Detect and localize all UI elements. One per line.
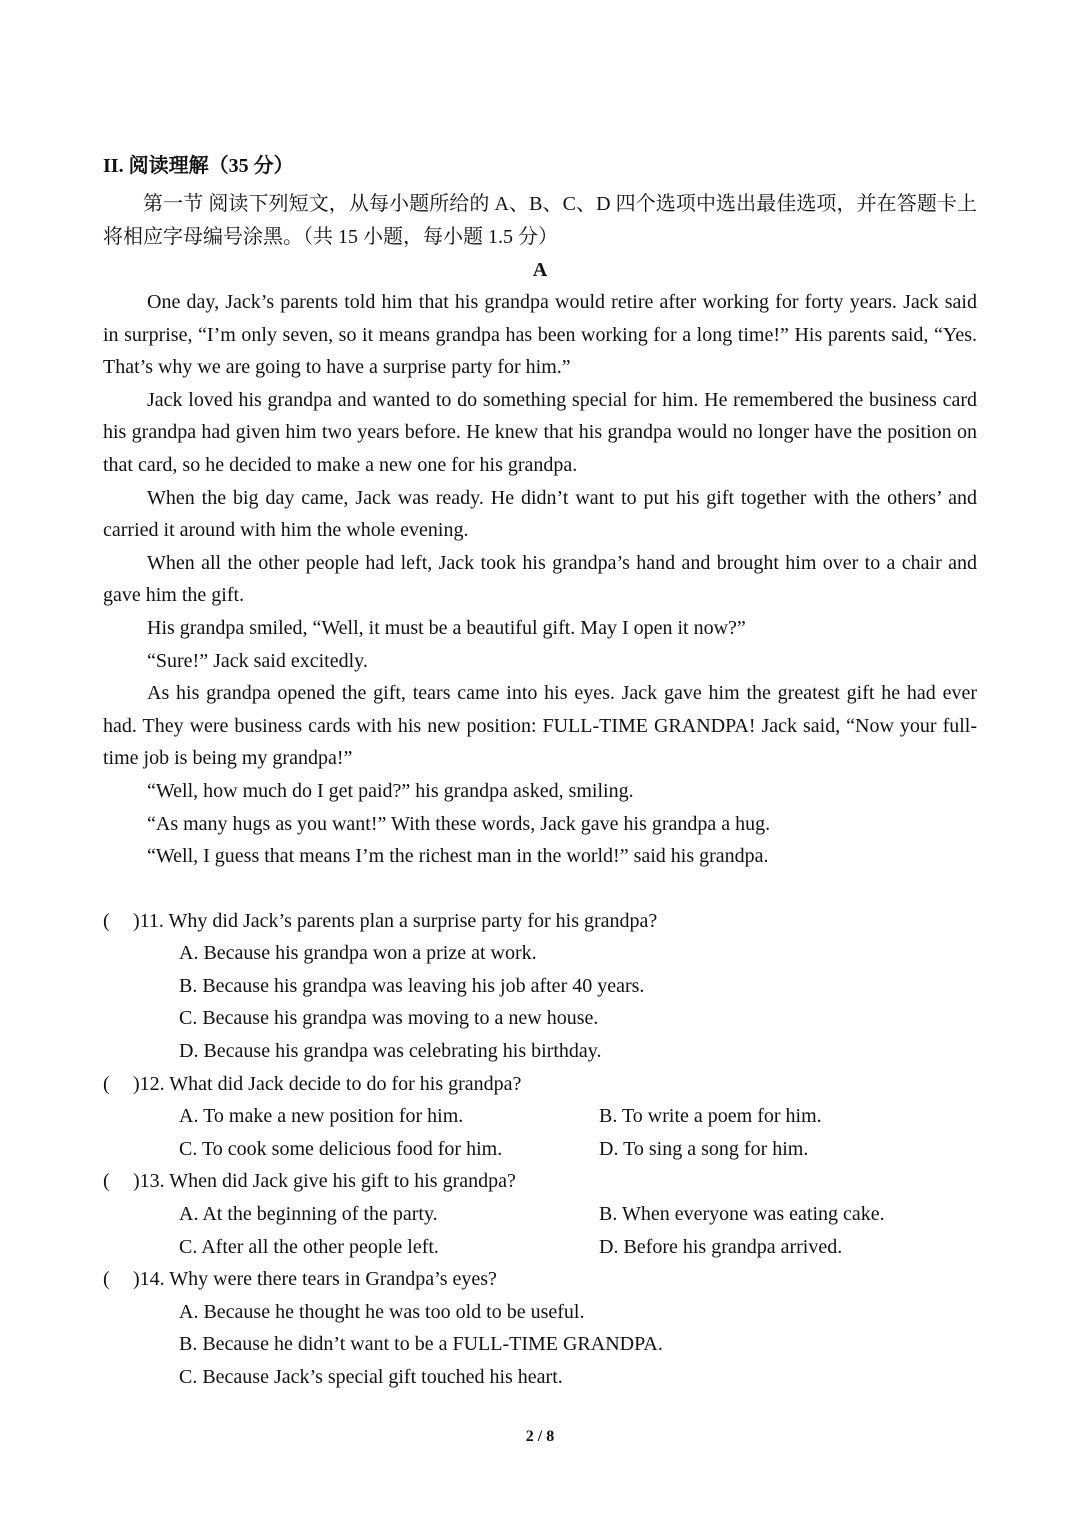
question-stem: [103, 905, 977, 938]
passage-paragraph: “Well, how much do I get paid?” his grandpa asked, smiling.: [147, 779, 634, 802]
option-a: A. Because his grandpa won a prize at work.: [179, 942, 537, 965]
passage-paragraph: “As many hugs as you want!” With these words, Jack gave his grandpa a hug.: [147, 812, 771, 835]
passage-heading: A: [532, 259, 548, 281]
option-d: D. To sing a song for him.: [599, 1137, 809, 1160]
question-text: )14. Why were there tears in Grandpa’s eyes?: [133, 1268, 497, 1291]
option-row: [103, 1231, 977, 1264]
question-stem: [103, 1068, 977, 1101]
exam-page: [103, 150, 977, 1394]
passage-body: [103, 286, 977, 873]
answer-blank[interactable]: (: [103, 1170, 110, 1193]
passage-paragraph: When all the other people had left, Jack took his grandpa’s hand and brought him over to a chair and gave him the gift.: [103, 551, 977, 607]
question-text: )12. What did Jack decide to do for his grandpa?: [133, 1072, 522, 1095]
answer-blank[interactable]: (: [103, 909, 110, 932]
option-b: B. To write a poem for him.: [599, 1105, 822, 1128]
option-a: A. To make a new position for him.: [179, 1105, 464, 1128]
option-c: C. To cook some delicious food for him.: [179, 1137, 503, 1160]
answer-blank[interactable]: (: [103, 1268, 110, 1291]
question-stem: [103, 1165, 977, 1198]
page-number: 2 / 8: [525, 1428, 555, 1445]
question-11: [103, 905, 977, 1068]
option-row: [103, 1133, 977, 1166]
option-c: C. Because Jack’s special gift touched his heart.: [179, 1366, 563, 1388]
option-d: D. Because his grandpa was celebrating his birthday.: [179, 1040, 602, 1063]
passage-paragraph: When the big day came, Jack was ready. He didn’t want to put his gift together with the others’ and carried it around with him the whole evening.: [103, 486, 977, 542]
option-b: B. When everyone was eating cake.: [599, 1203, 885, 1226]
question-text: )13. When did Jack give his gift to his grandpa?: [133, 1170, 516, 1193]
option-c: C. After all the other people left.: [179, 1235, 439, 1258]
option-b: B. Because he didn’t want to be a FULL-TIME GRANDPA.: [179, 1333, 663, 1356]
option-a: A. At the beginning of the party.: [179, 1203, 438, 1226]
question-12: [103, 1068, 977, 1166]
section-title: II. 阅读理解（35 分）: [103, 155, 294, 177]
option-c: C. Because his grandpa was moving to a new house.: [179, 1007, 599, 1030]
question-stem: [103, 1263, 977, 1296]
passage-paragraph: Jack loved his grandpa and wanted to do something special for him. He remembered the business card his grandpa had given him two years before. He knew that his grandpa would no longer have the position on that card, so he decided to make a new one for his grandpa.: [103, 388, 977, 476]
passage-paragraph: One day, Jack’s parents told him that his grandpa would retire after working for forty years. Jack said in surprise, “I’m only seven, so it means grandpa has been working for a long time!” His parents said, “Yes. That’s why we are going to have a surprise party for him.”: [103, 291, 977, 379]
question-13: [103, 1165, 977, 1263]
option-b: B. Because his grandpa was leaving his job after 40 years.: [179, 974, 645, 997]
option-row: [103, 1198, 977, 1231]
passage-paragraph: “Well, I guess that means I’m the richest man in the world!” said his grandpa.: [147, 845, 769, 868]
passage-paragraph: “Sure!” Jack said excitedly.: [147, 649, 368, 672]
passage-paragraph: As his grandpa opened the gift, tears came into his eyes. Jack gave him the greatest gift he had ever had. They were business cards with his new position: FULL-TIME GRANDPA! Jack said, “Now your full-time job is being my grandpa!”: [103, 682, 977, 770]
passage-paragraph: His grandpa smiled, “Well, it must be a beautiful gift. May I open it now?”: [147, 616, 746, 639]
answer-blank[interactable]: (: [103, 1072, 110, 1095]
question-14: [103, 1263, 977, 1393]
option-a: A. Because he thought he was too old to be useful.: [179, 1300, 585, 1323]
section-instructions: 第一节 阅读下列短文，从每小题所给的 A、B、C、D 四个选项中选出最佳选项，并在答题卡上将相应字母编号涂黑。（共 15 小题，每小题 1.5 分）: [103, 193, 977, 248]
spacer: [103, 873, 977, 905]
option-row: [103, 1100, 977, 1133]
option-d: D. Before his grandpa arrived.: [599, 1235, 843, 1258]
question-text: )11. Why did Jack’s parents plan a surprise party for his grandpa?: [133, 909, 658, 932]
